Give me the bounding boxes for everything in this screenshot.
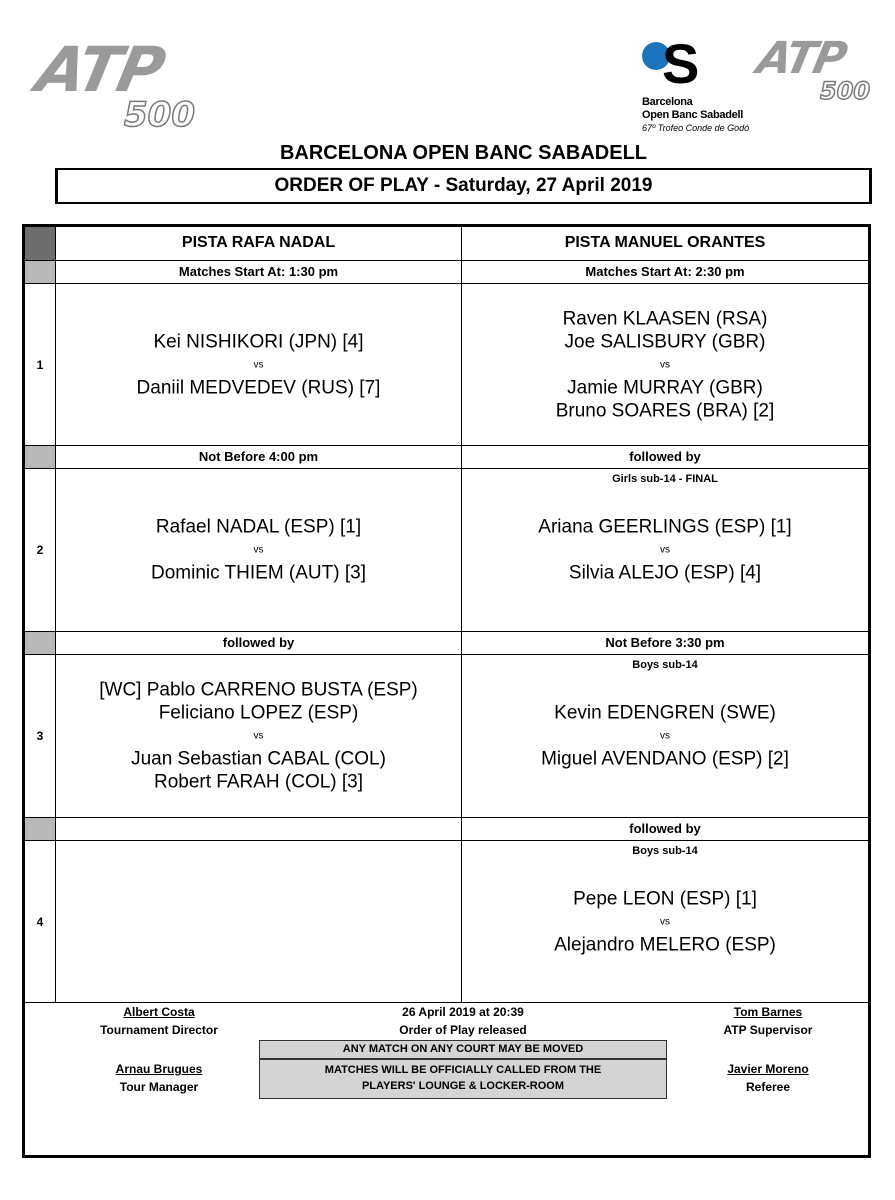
signature-atp-supervisor — [678, 1003, 858, 1039]
player-name: Miguel AVENDANO (ESP) [2] — [541, 748, 789, 770]
match-cell — [56, 655, 462, 818]
official-name: Tom Barnes — [733, 1005, 803, 1019]
bar-marker — [25, 446, 56, 469]
player-name: Joe SALISBURY (GBR) — [564, 331, 766, 352]
start-time-bar: Matches Start At: 1:30 pm — [56, 261, 462, 284]
schedule-bar — [56, 818, 462, 841]
empty-match-cell — [56, 841, 462, 1003]
player-name: Silvia ALEJO (ESP) [4] — [568, 562, 762, 584]
match-cell — [462, 841, 868, 1003]
notice-officially-called — [259, 1059, 667, 1099]
official-role: ATP Supervisor — [723, 1023, 813, 1037]
player-name: Robert FARAH (COL) [3] — [153, 771, 364, 793]
tournament-title: BARCELONA OPEN BANC SABADELL — [279, 142, 648, 164]
player-name: Juan Sebastian CABAL (COL) — [131, 748, 386, 770]
row-number-text: 2 — [36, 543, 44, 557]
atp-tier-text: 500 — [820, 77, 871, 105]
vs-label: vs — [253, 730, 264, 742]
vs-label: vs — [253, 544, 264, 556]
release-info — [259, 1003, 667, 1039]
player-name: Kevin EDENGREN (SWE) — [554, 702, 776, 724]
schedule-bar: followed by — [462, 446, 868, 469]
signature-tour-manager — [69, 1060, 249, 1096]
row-number-text: 3 — [36, 729, 44, 743]
release-date: 26 April 2019 at 20:39 — [402, 1005, 524, 1019]
bar-marker — [25, 632, 56, 655]
player-name: Rafael NADAL (ESP) [1] — [155, 516, 362, 538]
match-cell — [56, 469, 462, 632]
signature-tournament-director — [69, 1003, 249, 1039]
vs-label: vs — [253, 359, 264, 370]
bar-marker — [25, 818, 56, 841]
start-time-bar: Matches Start At: 2:30 pm — [462, 261, 868, 284]
player-name: Daniil MEDVEDEV (RUS) [7] — [136, 377, 381, 398]
player-name: Bruno SOARES (BRA) [2] — [555, 400, 775, 421]
release-label: Order of Play released — [399, 1023, 527, 1037]
sponsor-line-3: 67º Trofeo Conde de Godó — [642, 123, 750, 133]
official-role: Tour Manager — [119, 1080, 199, 1094]
official-role: Tournament Director — [100, 1023, 218, 1037]
atp-500-logo-left — [30, 33, 195, 135]
vs-label: vs — [660, 359, 670, 370]
atp-tier-text: 500 — [124, 95, 195, 135]
row-number-text: 1 — [36, 357, 44, 372]
match-cell — [462, 469, 868, 632]
schedule-bar: Not Before 3:30 pm — [462, 632, 868, 655]
vs-label: vs — [660, 544, 670, 556]
row-number — [25, 655, 56, 818]
match-cell — [56, 284, 462, 446]
row-number — [25, 841, 56, 1003]
court-header-manuel-orantes: PISTA MANUEL ORANTES — [462, 227, 868, 261]
notice-text: MATCHES WILL BE OFFICIALLY CALLED FROM THE PLAYERS' LOUNGE & LOCKER-ROOM — [324, 1064, 602, 1092]
row-number — [25, 469, 56, 632]
player-name: Kei NISHIKORI (JPN) [4] — [153, 331, 364, 352]
player-name: Dominic THIEM (AUT) [3] — [150, 562, 366, 584]
player-name: Jamie MURRAY (GBR) — [567, 377, 763, 398]
match-category: Girls sub-14 - FINAL — [612, 473, 718, 485]
vs-label: vs — [660, 916, 670, 927]
sabadell-s-mark: S — [662, 32, 700, 95]
sponsor-line-2: Open Banc Sabadell — [642, 109, 743, 121]
player-name: Pepe LEON (ESP) [1] — [573, 888, 757, 909]
official-role: Referee — [745, 1080, 791, 1094]
match-category: Boys sub-14 — [632, 845, 698, 857]
corner-cell — [25, 227, 56, 261]
atp-500-logo-right — [752, 33, 871, 105]
player-name: Raven KLAASEN (RSA) — [562, 308, 768, 329]
player-name: Ariana GEERLINGS (ESP) [1] — [538, 516, 792, 538]
match-category: Boys sub-14 — [632, 659, 698, 671]
order-of-play-heading — [55, 168, 872, 204]
order-of-play-text: ORDER OF PLAY - Saturday, 27 April 2019 — [274, 175, 653, 196]
notice-text: ANY MATCH ON ANY COURT MAY BE MOVED — [342, 1043, 584, 1055]
player-name: Feliciano LOPEZ (ESP) — [158, 702, 359, 724]
court-header-rafa-nadal: PISTA RAFA NADAL — [56, 227, 462, 261]
official-name: Arnau Brugues — [115, 1062, 203, 1076]
atp-logo-text: ATP — [752, 33, 850, 84]
atp-logo-text: ATP — [30, 33, 170, 106]
notice-match-may-be-moved — [259, 1040, 667, 1059]
bar-marker — [25, 261, 56, 284]
signature-referee — [678, 1060, 858, 1096]
row-number — [25, 284, 56, 446]
row-number-text: 4 — [36, 914, 44, 929]
schedule-bar: followed by — [56, 632, 462, 655]
vs-label: vs — [660, 730, 670, 742]
official-name: Albert Costa — [123, 1005, 195, 1019]
officials-footer — [25, 1003, 868, 1155]
match-cell — [462, 284, 868, 446]
official-name: Javier Moreno — [727, 1062, 809, 1076]
banc-sabadell-logo — [642, 32, 762, 134]
player-name: Alejandro MELERO (ESP) — [554, 934, 776, 955]
match-cell — [462, 655, 868, 818]
player-name: [WC] Pablo CARRENO BUSTA (ESP) — [99, 679, 418, 701]
schedule-bar: Not Before 4:00 pm — [56, 446, 462, 469]
schedule-bar: followed by — [462, 818, 868, 841]
sponsor-line-1: Barcelona — [642, 96, 693, 108]
